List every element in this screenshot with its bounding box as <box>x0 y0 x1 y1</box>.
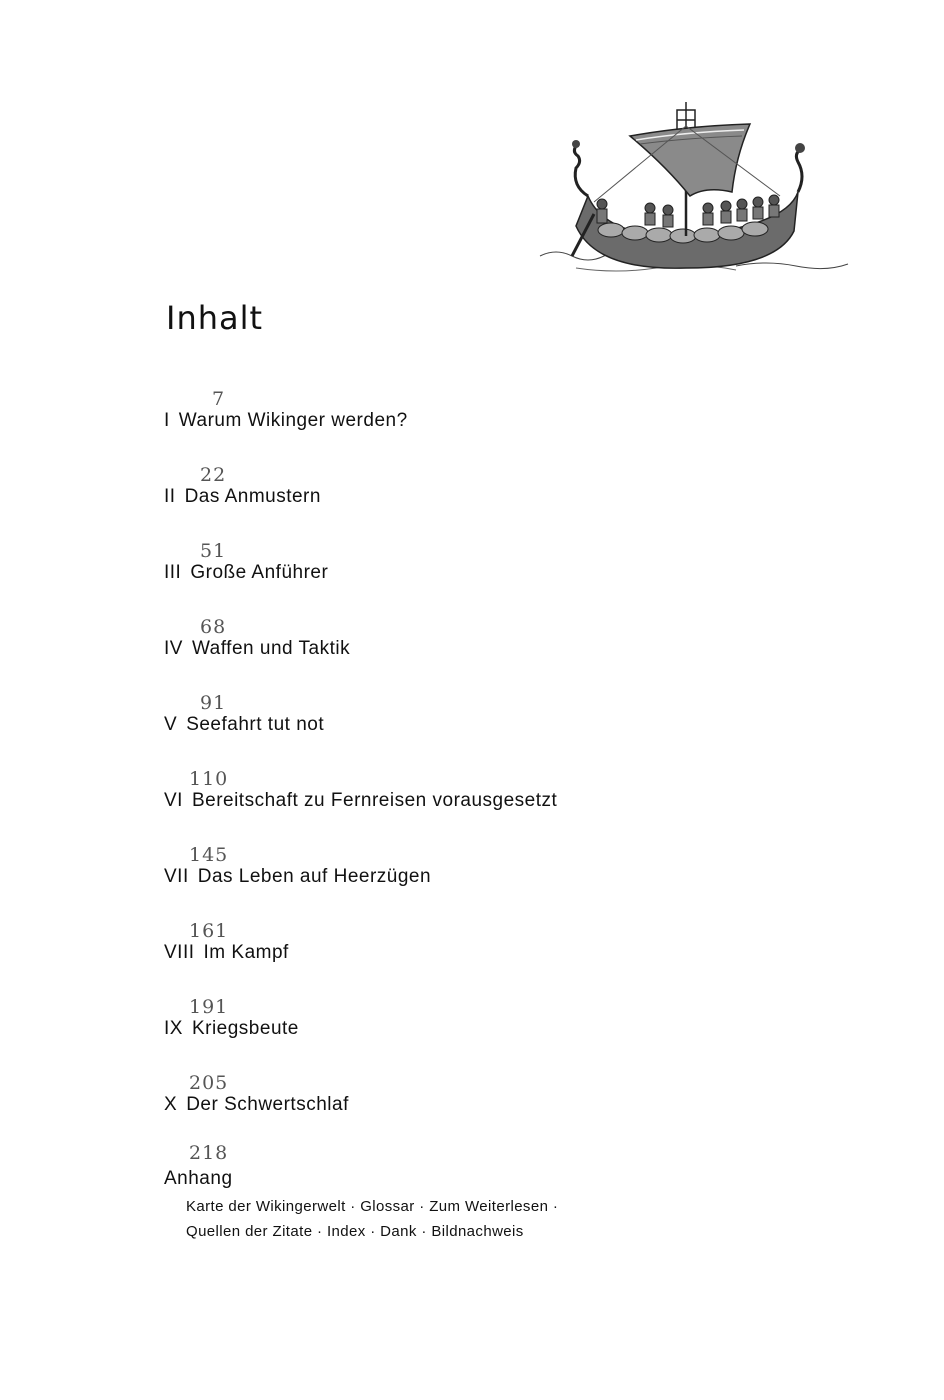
toc-chapter-title: Im Kampf <box>203 942 289 963</box>
toc-chapter <box>164 942 289 964</box>
toc-chapter-title: Warum Wikinger werden? <box>178 410 408 431</box>
viking-ship-icon <box>536 96 852 282</box>
toc-chapter <box>164 866 431 888</box>
toc-chapter-number: IX <box>164 1018 183 1039</box>
toc-chapter <box>164 790 557 812</box>
toc-chapter-title: Große Anführer <box>190 562 329 583</box>
page-title: Inhalt <box>166 299 264 338</box>
appendix-page-number: 218 <box>189 1142 229 1164</box>
toc-page-number: 22 <box>200 464 227 486</box>
toc-page-number: 7 <box>212 388 226 410</box>
toc-chapter-number: V <box>164 714 178 735</box>
toc-chapter <box>164 486 321 508</box>
toc-page-number: 51 <box>200 540 227 562</box>
toc-page-number: 205 <box>189 1072 229 1094</box>
toc-chapter-number: II <box>164 486 176 507</box>
toc-chapter-number: VII <box>164 866 189 887</box>
toc-chapter <box>164 1094 349 1116</box>
toc-page-number: 145 <box>189 844 229 866</box>
toc-chapter <box>164 562 328 584</box>
toc-chapter-title: Kriegsbeute <box>191 1018 299 1039</box>
toc-chapter-title: Das Anmustern <box>184 486 321 507</box>
toc-chapter-number: IV <box>164 638 183 659</box>
toc-chapter-number: VIII <box>164 942 195 963</box>
toc-chapter-number: VI <box>164 790 183 811</box>
toc-chapter-number: III <box>164 562 182 583</box>
toc-chapter-title: Seefahrt tut not <box>186 714 325 735</box>
appendix-contents-line-2: Quellen der Zitate · Index · Dank · Bildnachweis <box>186 1223 524 1240</box>
appendix-contents-line-1: Karte der Wikingerwelt · Glossar · Zum Weiterlesen · <box>186 1198 559 1215</box>
toc-page-number: 191 <box>189 996 229 1018</box>
toc-chapter-title: Waffen und Taktik <box>191 638 351 659</box>
toc-page-number: 110 <box>189 768 229 790</box>
toc-chapter <box>164 638 350 660</box>
appendix-title: Anhang <box>164 1168 233 1189</box>
toc-chapter-title: Der Schwertschlaf <box>186 1094 349 1115</box>
toc-page-number: 91 <box>200 692 227 714</box>
toc-chapter <box>164 714 324 736</box>
toc-page-number: 68 <box>200 616 227 638</box>
toc-chapter-number: I <box>164 410 170 431</box>
toc-chapter <box>164 410 408 432</box>
toc-chapter-title: Das Leben auf Heerzügen <box>197 866 432 887</box>
toc-chapter <box>164 1018 299 1040</box>
toc-chapter-number: X <box>164 1094 178 1115</box>
toc-page-number: 161 <box>189 920 229 942</box>
toc-chapter-title: Bereitschaft zu Fernreisen vorausgesetzt <box>191 790 558 811</box>
